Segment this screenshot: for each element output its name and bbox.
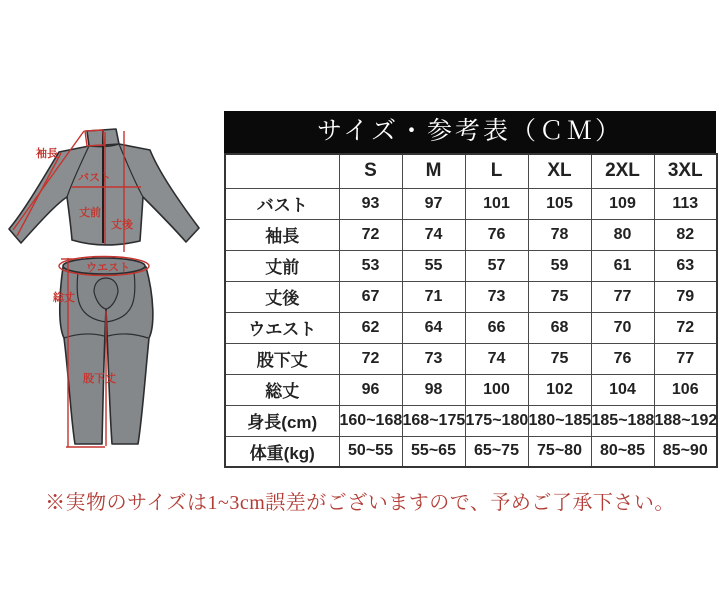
- table-row: [225, 343, 717, 374]
- size-table-section: [224, 111, 716, 468]
- size-value-cell: 185~188: [591, 405, 654, 436]
- size-value-cell: 75: [528, 343, 591, 374]
- size-column-header: S: [339, 154, 402, 188]
- size-value-cell: 79: [654, 281, 717, 312]
- size-value-cell: 66: [465, 312, 528, 343]
- inseam-label: 股下丈: [83, 373, 116, 385]
- row-label: バスト: [225, 188, 339, 219]
- corner-cell: [225, 154, 339, 188]
- size-value-cell: 77: [654, 343, 717, 374]
- size-tolerance-note: ※実物のサイズは1~3cm誤差がございますので、予めご了承下さい。: [45, 492, 675, 514]
- row-label: 総丈: [225, 374, 339, 405]
- size-value-cell: 74: [465, 343, 528, 374]
- size-value-cell: 71: [402, 281, 465, 312]
- bust-label: バスト: [78, 172, 111, 184]
- row-label: 体重(kg): [225, 436, 339, 467]
- size-value-cell: 63: [654, 250, 717, 281]
- size-value-cell: 55: [402, 250, 465, 281]
- size-value-cell: 76: [465, 219, 528, 250]
- table-title: サイズ・参考表（ＣＭ）: [224, 111, 716, 153]
- size-value-cell: 72: [654, 312, 717, 343]
- size-value-cell: 73: [465, 281, 528, 312]
- size-column-header: 2XL: [591, 154, 654, 188]
- waist-label: ウエスト: [86, 262, 130, 274]
- size-value-cell: 72: [339, 343, 402, 374]
- size-column-header: L: [465, 154, 528, 188]
- size-value-cell: 76: [591, 343, 654, 374]
- size-value-cell: 68: [528, 312, 591, 343]
- size-value-cell: 55~65: [402, 436, 465, 467]
- size-value-cell: 113: [654, 188, 717, 219]
- size-value-cell: 61: [591, 250, 654, 281]
- table-row: [225, 312, 717, 343]
- table-row: [225, 250, 717, 281]
- size-column-header: M: [402, 154, 465, 188]
- row-label: 股下丈: [225, 343, 339, 374]
- size-value-cell: 53: [339, 250, 402, 281]
- size-value-cell: 75: [528, 281, 591, 312]
- size-value-cell: 59: [528, 250, 591, 281]
- size-value-cell: 102: [528, 374, 591, 405]
- size-value-cell: 175~180: [465, 405, 528, 436]
- size-value-cell: 64: [402, 312, 465, 343]
- size-column-header: XL: [528, 154, 591, 188]
- table-row: [225, 219, 717, 250]
- table-row: [225, 188, 717, 219]
- size-value-cell: 104: [591, 374, 654, 405]
- size-value-cell: 96: [339, 374, 402, 405]
- size-header-row: [225, 154, 717, 188]
- size-value-cell: 106: [654, 374, 717, 405]
- table-row: [225, 281, 717, 312]
- row-label: ウエスト: [225, 312, 339, 343]
- size-value-cell: 62: [339, 312, 402, 343]
- size-value-cell: 65~75: [465, 436, 528, 467]
- size-value-cell: 109: [591, 188, 654, 219]
- size-value-cell: 78: [528, 219, 591, 250]
- size-value-cell: 98: [402, 374, 465, 405]
- size-value-cell: 93: [339, 188, 402, 219]
- size-value-cell: 70: [591, 312, 654, 343]
- size-value-cell: 101: [465, 188, 528, 219]
- row-label: 丈後: [225, 281, 339, 312]
- table-row: [225, 436, 717, 467]
- size-value-cell: 168~175: [402, 405, 465, 436]
- size-column-header: 3XL: [654, 154, 717, 188]
- size-value-cell: 57: [465, 250, 528, 281]
- table-row: [225, 405, 717, 436]
- size-value-cell: 80~85: [591, 436, 654, 467]
- total-length-label: 総丈: [53, 292, 75, 304]
- sleeve-length-label: 袖長: [36, 148, 58, 160]
- size-value-cell: 74: [402, 219, 465, 250]
- size-value-cell: 67: [339, 281, 402, 312]
- size-value-cell: 160~168: [339, 405, 402, 436]
- size-value-cell: 97: [402, 188, 465, 219]
- row-label: 身長(cm): [225, 405, 339, 436]
- size-value-cell: 72: [339, 219, 402, 250]
- size-value-cell: 180~185: [528, 405, 591, 436]
- size-value-cell: 100: [465, 374, 528, 405]
- front-length-label: 丈前: [79, 207, 101, 219]
- size-value-cell: 82: [654, 219, 717, 250]
- size-value-cell: 75~80: [528, 436, 591, 467]
- row-label: 丈前: [225, 250, 339, 281]
- size-value-cell: 50~55: [339, 436, 402, 467]
- size-value-cell: 105: [528, 188, 591, 219]
- row-label: 袖長: [225, 219, 339, 250]
- size-value-cell: 188~192: [654, 405, 717, 436]
- size-value-cell: 80: [591, 219, 654, 250]
- size-table: [224, 153, 718, 468]
- back-length-label: 丈後: [111, 219, 133, 231]
- size-value-cell: 73: [402, 343, 465, 374]
- garment-diagram: [0, 100, 220, 480]
- table-row: [225, 374, 717, 405]
- size-value-cell: 77: [591, 281, 654, 312]
- size-value-cell: 85~90: [654, 436, 717, 467]
